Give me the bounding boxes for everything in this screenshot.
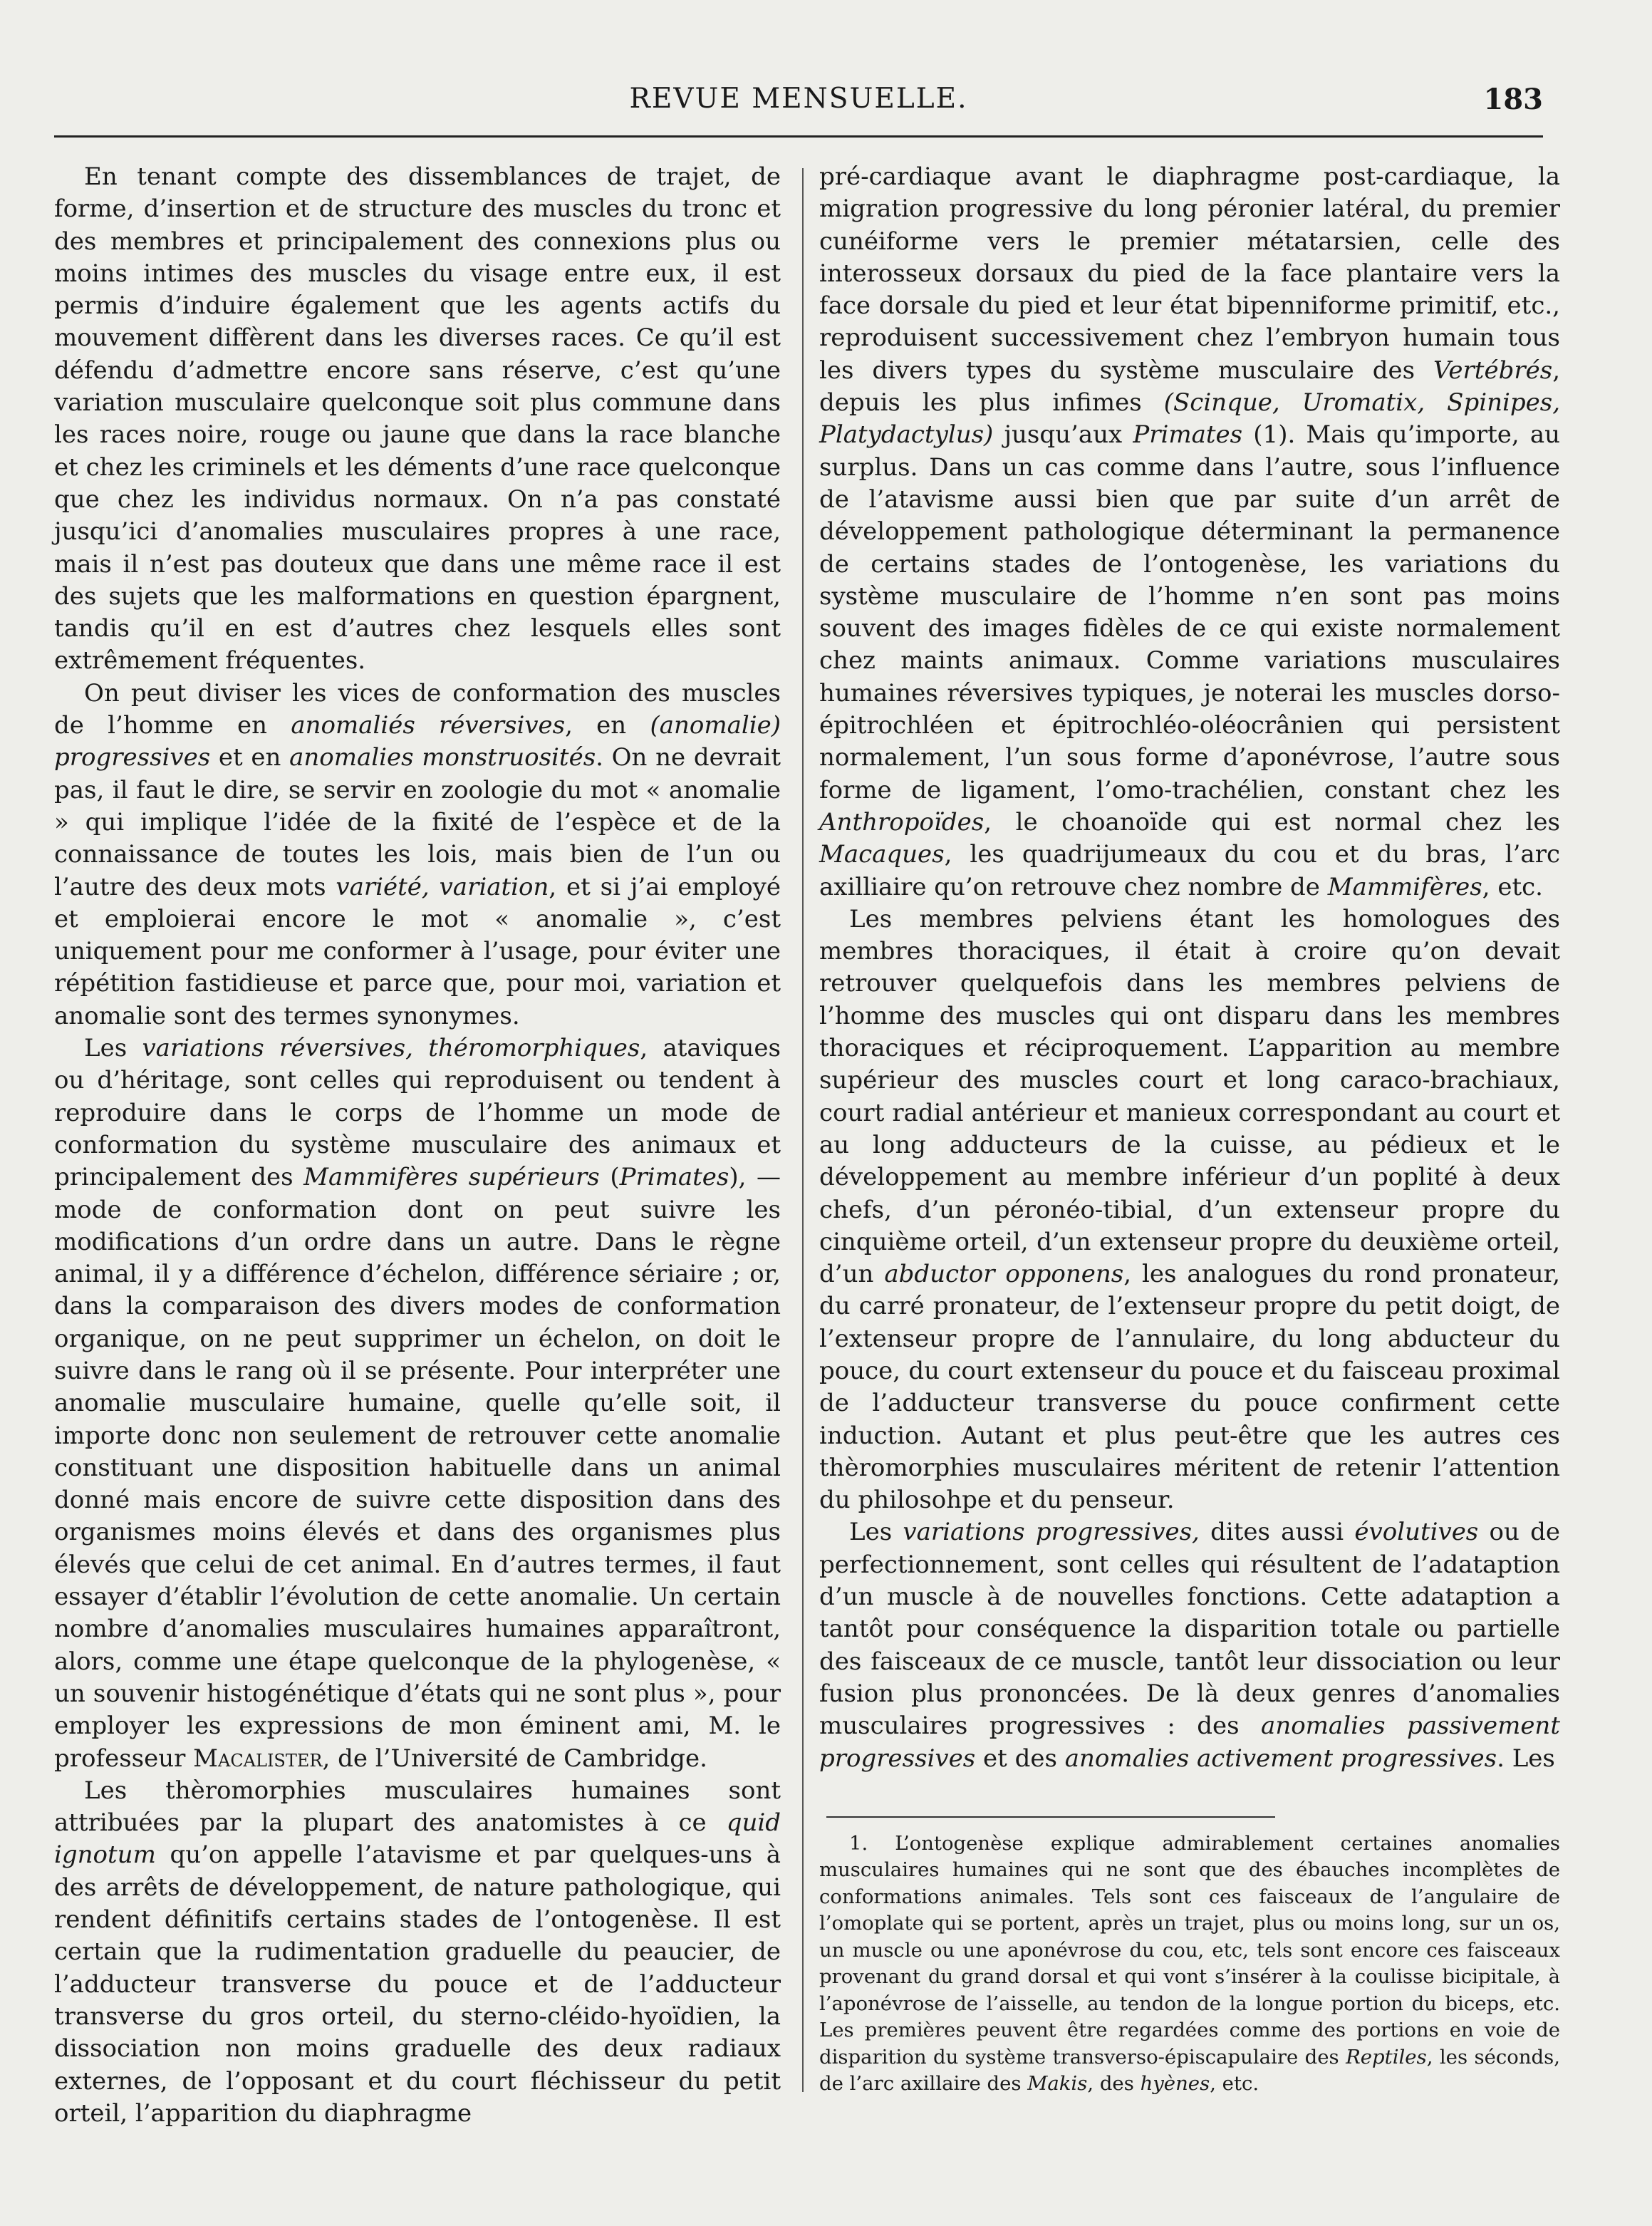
header-rule (54, 135, 1543, 138)
paragraph: Les variations progressives, dites aussi évolutives ou de perfectionnement, sont celles qui résultent de l’adataption d’un muscle à de nouvelles fonctions. Cette adataption a tantôt pour conséquence la disparition totale ou partielle des faisceaux de ce muscle, tantôt leur dissociation ou leur fusion plus prononcées. De là deux genres d’anomalies musculaires progressives : des anomalies passivement progressives et des anomalies activement progressives. Les (819, 1518, 1560, 1773)
paragraph: pré-cardiaque avant le diaphragme post-cardiaque, la migration progressive du long péronier latéral, du premier cunéiforme vers le premier métatarsien, celle des interosseux dorsaux du pied de la face plantaire vers la face dorsale du pied et leur état bipenniforme primitif, etc., reproduisent successivement chez l’embryon humain tous les divers types du système musculaire des Vertébrés, depuis les plus infimes (Scinque, Uromatix, Spinipes, Platydactylus) jusqu’aux Primates (1). Mais qu’importe, au surplus. Dans un cas comme dans l’autre, sous l’influence de l’atavisme aussi bien que par suite d’un arrêt de développement pathologique déterminant la permanence de certains stades de l’ontogenèse, les variations du système musculaire de l’homme n’en sont pas moins souvent des images fidèles de ce qui existe normalement chez maints animaux. Comme variations musculaires humaines réversives typiques, je noterai les muscles dorso-épitrochléen et épitrochléo-oléocrânien qui persistent normalement, l’un sous forme d’aponévrose, l’autre sous forme de ligament, l’omo-trachélien, constant chez les Anthropoïdes, le choanoïde qui est normal chez les Macaques, les quadrijumeaux du cou et du bras, l’arc axilliaire qu’on retrouve chez nombre de Mammifères, etc. (819, 162, 1561, 901)
page-header (54, 80, 1543, 120)
footnote: 1. L’ontogenèse explique admirablement certaines anomalies musculaires humaines qui ne sont que des ébauches incomplètes de conformations animales. Tels sont ces faisceaux de l’angulaire de l’omoplate qui se portent, après un trajet, plus ou moins long, sur un os, un muscle ou une aponévrose du cou, etc, tels sont encore ces faisceaux provenant du grand dorsal et qui vont s’insérer à la coulisse bicipitale, à l’aponévrose de l’aisselle, au tendon de la longue portion du biceps, etc. Les premières peuvent être regardées comme des portions en voie de disparition du système transverso-épiscapulaire des Reptiles, les séconds, de l’arc axillaire des Makis, des hyènes, etc. (819, 1831, 1560, 2096)
right-column (819, 161, 1560, 2098)
paragraph: Les thèromorphies musculaires humaines sont attribuées par la plupart des anatomistes à ce quid ignotum qu’on appelle l’atavisme et par quelques-uns à des arrêts de développement, de nature pathologique, qui rendent définitifs certains stades de l’ontogenèse. Il est certain que la rudimentation graduelle du peaucier, de l’adducteur transverse du pouce et de l’adducteur transverse du gros orteil, du sterno-cléido-hyoïdien, la dissociation non moins graduelle des deux radiaux externes, de l’opposant et du court fléchisseur du petit orteil, l’apparition du diaphragme (54, 1776, 781, 2128)
running-title: REVUE MENSUELLE. (629, 83, 968, 115)
paragraph: En tenant compte des dissemblances de trajet, de forme, d’insertion et de structure des muscles du tronc et des membres et principalement des connexions plus ou moins intimes des muscles du visage entre eux, il est permis d’induire également que les agents actifs du mouvement diffèrent dans les diverses races. Ce qu’il est défendu d’admettre encore sans réserve, c’est qu’une variation musculaire quelconque soit plus commune dans les races noire, rouge ou jaune que dans la race blanche et chez les criminels et les déments d’une race quelconque que chez les individus normaux. On n’a pas constaté jusqu’ici d’anomalies musculaires propres à une race, mais il n’est pas douteux que dans une même race il est des sujets que les malformations en question épargnent, tandis qu’il en est d’autres chez lesquels elles sont extrêmement fréquentes. (54, 162, 781, 675)
left-column (54, 161, 781, 2130)
paragraph: Les variations réversives, théromorphiques, ataviques ou d’héritage, sont celles qui reproduisent ou tendent à reproduire dans le corps de l’homme un mode de conformation du système musculaire des animaux et principalement des Mammifères supérieurs (Primates), — mode de conformation dont on peut suivre les modifications d’un ordre dans un autre. Dans le règne animal, il y a différence d’échelon, différence sériaire ; or, dans la comparaison des divers modes de conformation organique, on ne peut supprimer un échelon, on doit le suivre dans le rang où il se présente. Pour interpréter une anomalie musculaire humaine, quelle qu’elle soit, il importe donc non seulement de retrouver cette anomalie constituant une disposition habituelle dans un animal donné mais encore de suivre cette disposition dans des organismes moins élevés et dans des organismes plus élevés que celui de cet animal. En d’autres termes, il faut essayer d’établir l’évolution de cette anomalie. Un certain nombre d’anomalies musculaires humaines apparaîtront, alors, comme une étape quelconque de la phylogenèse, « un souvenir histogénétique d’états qui ne sont plus », pour employer les expressions de mon éminent ami, M. le professeur Macalister, de l’Université de Cambridge. (54, 1034, 781, 1773)
footnote-rule (826, 1816, 1275, 1818)
column-divider (802, 168, 804, 2092)
page-number: 183 (1483, 83, 1543, 116)
paragraph: On peut diviser les vices de conformation des muscles de l’homme en anomaliés réversives, en (anomalie) progressives et en anomalies monstruosités. On ne devrait pas, il faut le dire, se servir en zoologie du mot « anomalie » qui implique l’idée de la fixité de l’espèce et de la connaissance de toutes les lois, mais bien de l’un ou l’autre des deux mots variété, variation, et si j’ai employé et emploierai encore le mot « anomalie », c’est uniquement pour me conformer à l’usage, pour éviter une répétition fastidieuse et parce que, pour moi, variation et anomalie sont des termes synonymes. (54, 678, 781, 1030)
paragraph: Les membres pelviens étant les homologues des membres thoraciques, il était à croire qu’on devait retrouver quelquefois dans les membres pelviens de l’homme des muscles qui ont disparu dans les membres thoraciques et réciproquement. L’apparition au membre supérieur des muscles court et long caraco-brachiaux, court radial antérieur et manieux correspondant au court et au long adducteurs de la cuisse, au pédieux et le développement au membre inférieur d’un poplité à deux chefs, d’un péronéo-tibial, d’un extenseur propre du cinquième orteil, d’un extenseur propre du deuxième orteil, d’un abductor opponens, les analogues du rond pronateur, du carré pronateur, de l’extenseur propre du petit doigt, de l’extenseur propre de l’annulaire, du long abducteur du pouce, du court extenseur du pouce et du faisceau proximal de l’adducteur transverse du pouce confirment cette induction. Autant et plus peut-être que les autres ces thèromorphies musculaires méritent de retenir l’attention du philosohpe et du penseur. (819, 904, 1560, 1515)
